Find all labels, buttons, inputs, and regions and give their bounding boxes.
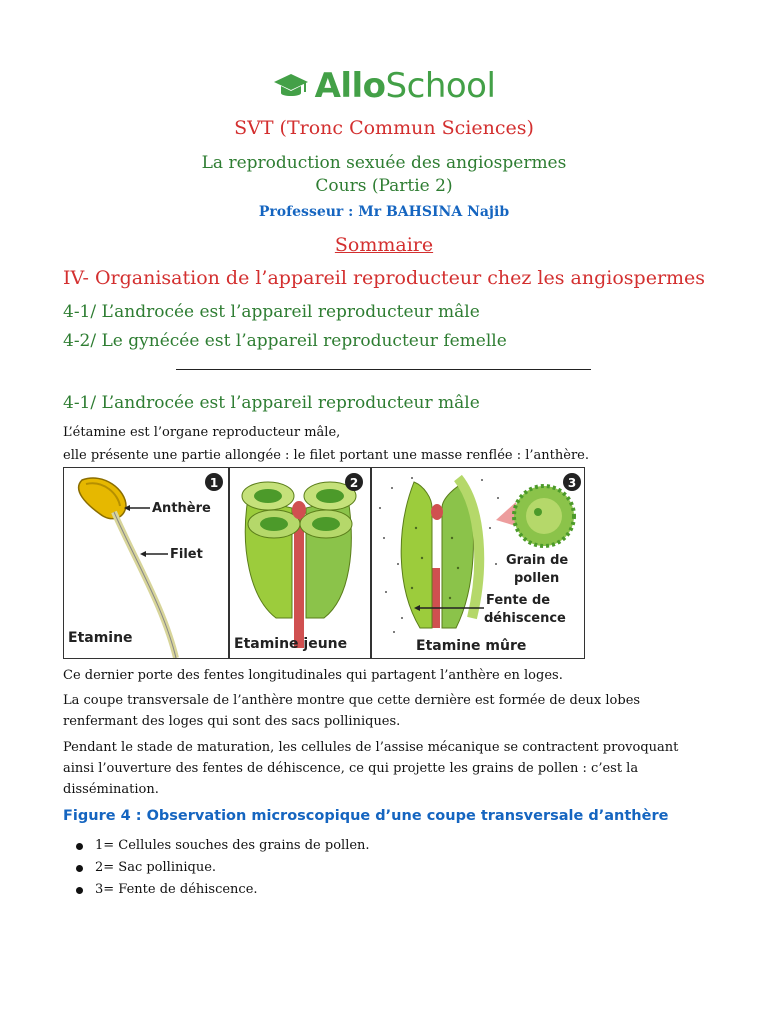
label-fente-line-1: Fente de (486, 593, 551, 608)
paragraph-2 (63, 690, 713, 732)
paragraph-3-line-2: ainsi l’ouverture des fentes de déhiscence, ce qui projette les grains de pollen : c’est la (63, 761, 639, 776)
professor-name: Mr BAHSINA Najib (358, 204, 510, 220)
panel-1-title: Etamine (68, 630, 133, 646)
label-anthere: Anthère (152, 501, 211, 516)
legend-item-1: 1= Cellules souches des grains de pollen. (63, 835, 370, 857)
subject-line-1: La reproduction sexuée des angiospermes (201, 153, 567, 173)
summary-item-4-2: 4-2/ Le gynécée est l’appareil reproducteur femelle (63, 331, 507, 351)
intro-line-2: elle présente une partie allongée : le filet portant une masse renflée : l’anthère. (63, 448, 590, 463)
logo-text-bold: Allo (314, 66, 386, 106)
figure-panel-3 (371, 467, 585, 659)
subject-title (0, 152, 768, 198)
panel-2-number: 2 (349, 476, 359, 490)
legend-item-2: 2= Sac pollinique. (63, 857, 370, 879)
logo-text (315, 66, 496, 106)
professor-line (0, 204, 768, 220)
figure-4-caption: Figure 4 : Observation microscopique d’une coupe transversale d’anthère (63, 808, 669, 824)
summary-title: Sommaire (334, 234, 434, 256)
paragraph-2-line-1: La coupe transversale de l’anthère montre que cette dernière est formée de deux lobes (63, 693, 641, 708)
figure-panel-1 (63, 467, 229, 659)
section-4-1-title: 4-1/ L’androcée est l’appareil reproducteur mâle (63, 393, 480, 413)
subject-line-2: Cours (Partie 2) (315, 176, 453, 196)
figure-4-legend (63, 835, 370, 901)
label-fente-line-2: déhiscence (484, 611, 566, 626)
paragraph-3-line-3: dissémination. (63, 782, 159, 797)
summary-item-4-1: 4-1/ L’androcée est l’appareil reproducteur mâle (63, 302, 480, 322)
panel-3-title: Etamine mûre (416, 638, 527, 654)
paragraph-1: Ce dernier porte des fentes longitudinales qui partagent l’anthère en loges. (63, 668, 563, 683)
summary-section: IV- Organisation de l’appareil reproducteur chez les angiospermes (63, 267, 706, 289)
graduation-cap-icon (273, 71, 309, 101)
logo-text-light: School (385, 66, 496, 106)
legend-item-3: 3= Fente de déhiscence. (63, 879, 370, 901)
professor-prefix: Professeur : (258, 204, 359, 220)
label-grain-line-1: Grain de (506, 553, 569, 568)
figure-panel-2 (229, 467, 371, 659)
alloschool-logo (0, 66, 768, 106)
course-title: SVT (Tronc Commun Sciences) (234, 117, 534, 139)
paragraph-3 (63, 737, 713, 800)
label-filet: Filet (170, 547, 203, 562)
panel-3-number: 3 (567, 476, 577, 490)
intro-line-1: L’étamine est l’organe reproducteur mâle, (63, 425, 341, 440)
label-grain-line-2: pollen (514, 571, 560, 586)
panel-2-title: Etamine jeune (234, 636, 348, 652)
panel-1-number: 1 (209, 476, 219, 490)
divider (176, 369, 591, 370)
paragraph-2-line-2: renfermant des loges qui sont des sacs polliniques. (63, 714, 401, 729)
paragraph-3-line-1: Pendant le stade de maturation, les cellules de l’assise mécanique se contractent provoquant (63, 740, 679, 755)
